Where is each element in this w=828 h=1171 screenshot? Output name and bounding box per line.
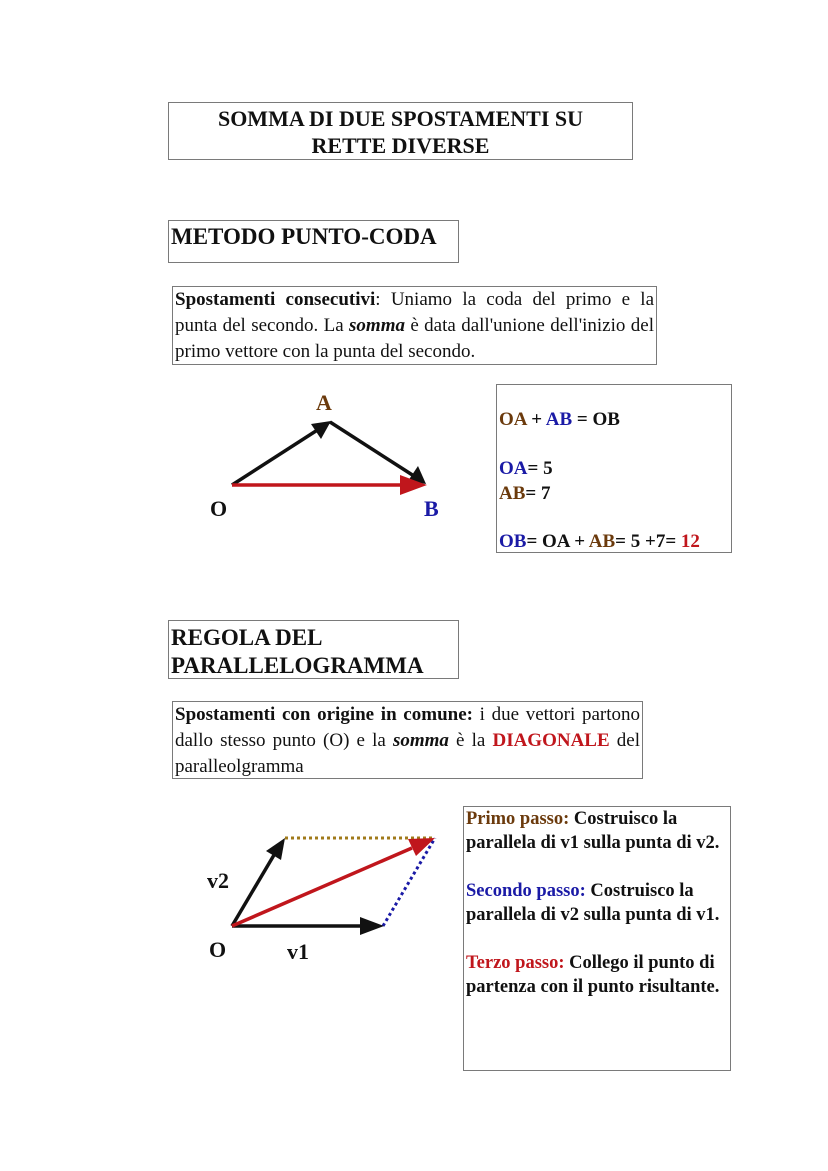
- eq2-rest: = 5: [527, 458, 553, 479]
- label-point-a: A: [316, 390, 332, 415]
- eq4-mid1: = OA +: [526, 531, 589, 552]
- figure-punto-coda: [232, 421, 427, 495]
- label-v2: v2: [207, 868, 229, 893]
- step-3-text: Collego il punto di partenza con il punto risultante.: [466, 953, 720, 997]
- keyword-somma-2: somma: [392, 730, 449, 751]
- vector-oa-arrowhead: [311, 421, 331, 439]
- equation-ab-value: [499, 483, 550, 505]
- label-point-b: B: [424, 496, 439, 521]
- keyword-somma: somma: [349, 315, 405, 336]
- vector-sum-diagonal: [232, 848, 412, 926]
- term-consecutive: Spostamenti consecutivi: [175, 289, 376, 310]
- step-1-text: Costruisco la parallela di v1 sulla punta di v2.: [466, 809, 720, 853]
- heading-line-2: PARALLELOGRAMMA: [171, 653, 424, 678]
- eq1-oa: OA: [499, 409, 527, 430]
- equation-sum: [499, 409, 620, 431]
- section-heading-parallelogramma: [168, 620, 459, 679]
- eq4-mid2: = 5 +7=: [615, 531, 681, 552]
- heading-line-1: REGOLA DEL: [171, 625, 323, 650]
- keyword-diagonale: DIAGONALE: [492, 730, 610, 751]
- label-origin-o: O: [209, 937, 227, 962]
- definition-text-1: : Uniamo la coda del primo e la punta del secondo. La: [175, 289, 655, 336]
- eq4-result: 12: [680, 531, 700, 552]
- term-common-origin: Spostamenti con origine in comune:: [175, 704, 473, 725]
- section-heading-punto-coda: METODO PUNTO-CODA: [168, 220, 459, 263]
- step-2: [466, 879, 728, 927]
- eq2-oa: OA: [499, 458, 528, 479]
- definition2-text-1: i due vettori partono dallo stesso punto (O) e la: [175, 704, 640, 751]
- vector-ab: [330, 422, 414, 476]
- eq1-rest: = OB: [572, 409, 620, 430]
- equation-ob-result: [499, 531, 700, 553]
- label-v1: v1: [287, 939, 309, 964]
- steps-box: [463, 806, 731, 1071]
- eq3-rest: = 7: [525, 483, 551, 504]
- equations-box: [496, 384, 732, 553]
- step-2-text: Costruisco la parallela di v2 sulla punta di v1.: [466, 881, 720, 925]
- eq4-ob: OB: [499, 531, 527, 552]
- definition2-text-3: del paralleolgramma: [175, 730, 640, 777]
- vector-v1-arrowhead: [360, 917, 384, 935]
- label-point-o: O: [210, 496, 228, 521]
- definition-text-2: è data dall'unione dell'inizio del primo vettore con la punta del secondo.: [175, 315, 654, 362]
- vector-oa: [232, 429, 319, 485]
- step-1-label: Primo passo:: [466, 809, 570, 829]
- definition2-text-2: è la: [448, 730, 493, 751]
- step-3-label: Terzo passo:: [466, 953, 565, 973]
- definition-common-origin: [172, 701, 643, 779]
- step-3: [466, 951, 728, 999]
- eq3-ab: AB: [499, 483, 526, 504]
- eq4-ab: AB: [588, 531, 616, 552]
- title-line-2: RETTE DIVERSE: [311, 133, 490, 158]
- step-1: [466, 807, 728, 855]
- eq1-plus: +: [526, 409, 546, 430]
- equation-oa-value: [499, 458, 553, 480]
- step-2-label: Secondo passo:: [466, 881, 586, 901]
- figure-parallelogramma: [232, 838, 435, 935]
- title-line-1: SOMMA DI DUE SPOSTAMENTI SU: [217, 106, 584, 131]
- eq1-ab: AB: [545, 409, 573, 430]
- vector-v2-arrowhead: [266, 838, 285, 860]
